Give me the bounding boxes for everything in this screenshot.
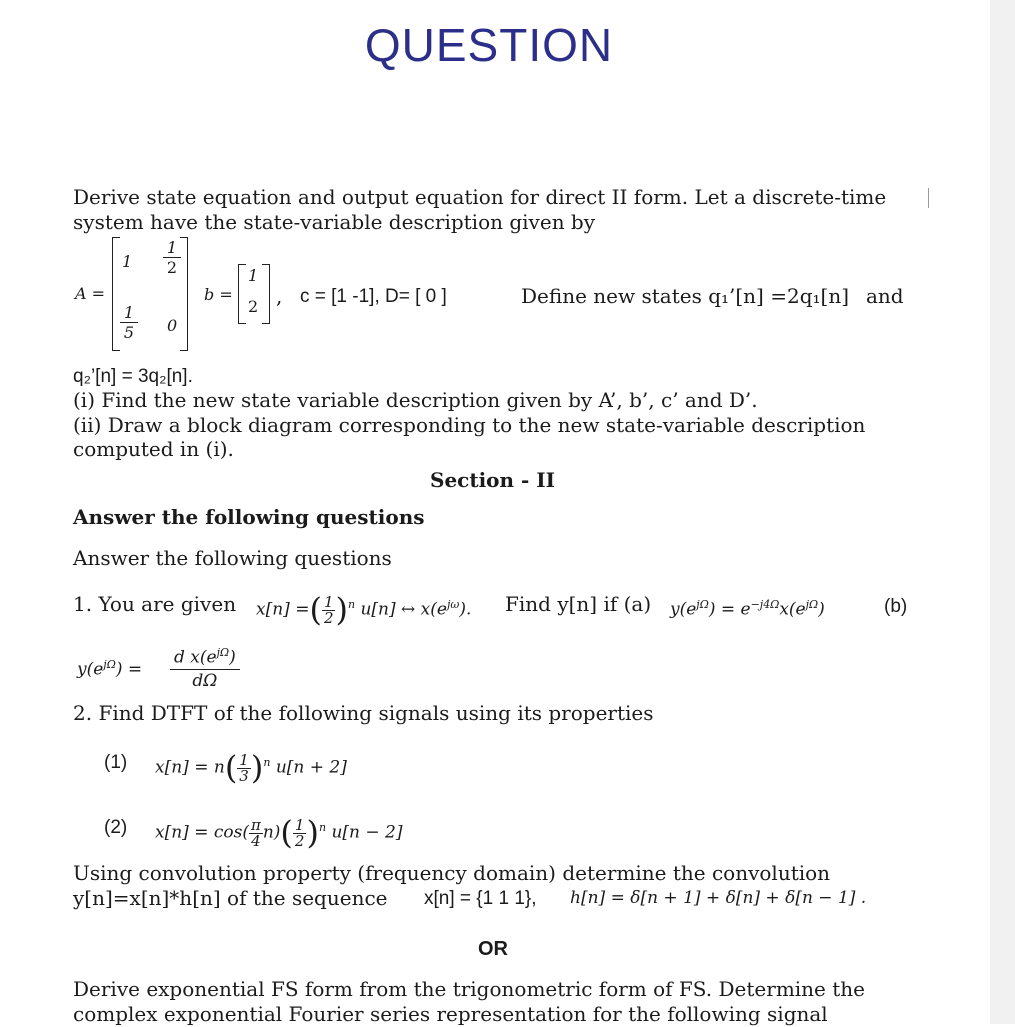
p2-i2-mid: n) (262, 822, 281, 843)
p2-i2-pi-fraction (249, 815, 263, 850)
p1-half-num: 1 (323, 592, 334, 611)
or-separator: OR (478, 938, 508, 960)
p1-ya-exp: −j4Ω (750, 598, 780, 611)
vector-b-left-bracket (238, 264, 246, 324)
section-sub: Answer the following questions (73, 546, 392, 570)
p1-half-den: 2 (323, 608, 334, 627)
p2-i2-post: u[n − 2] (331, 822, 403, 843)
p2-i2-fraction (293, 815, 307, 850)
p1-open-paren: ( (309, 590, 322, 629)
vector-b-right-bracket (262, 264, 270, 324)
vector-b-comma: , (276, 284, 283, 308)
p4-line-2: complex exponential Fourier series representation for the following signal (73, 1002, 828, 1026)
p2-i2-pi-num: π (250, 815, 261, 834)
matrix-a-label: A = (75, 284, 106, 303)
section-title: Section - II (430, 468, 555, 492)
p3-line-2a: y[n]=x[n]*h[n] of the sequence (73, 886, 388, 910)
q1-line-2: system have the state-variable description given by (73, 210, 596, 234)
p1-close: ). (459, 599, 472, 620)
vector-b-cell-1: 1 (248, 266, 259, 285)
p2-i2-num: 1 (294, 815, 305, 834)
p2-i2-open: ( (280, 813, 293, 852)
p2-i1-pow: n (263, 756, 271, 769)
section-heading: Answer the following questions (73, 505, 425, 529)
p2-i1-open: ( (224, 748, 238, 787)
and-word: and (866, 284, 904, 308)
p2-i2-close: ) (306, 813, 319, 852)
part-i: (i) Find the new state variable description given by A’, b’, c’ and D’. (73, 388, 758, 412)
p1-ya-jo-2: jΩ (805, 598, 819, 611)
p2-item1-expr (155, 748, 347, 787)
matrix-a-cell-12-den: 2 (166, 258, 178, 277)
p1-xdef-post: u[n] ↔ x(e (360, 599, 447, 620)
p1-yb-fraction (170, 642, 240, 692)
p1-ya-post: x(e (779, 599, 806, 620)
p2-i2-den: 2 (294, 831, 305, 850)
matrix-a-cell-22: 0 (167, 316, 178, 335)
right-margin (990, 0, 1015, 1024)
p1-ya (670, 592, 825, 623)
matrix-a-cell-21-num: 1 (120, 303, 138, 323)
matrix-a-cell-21-den: 5 (123, 323, 135, 342)
p3-line-1: Using convolution property (frequency domain) determine the convolution (73, 861, 831, 885)
p1-find: Find y[n] if (a) (505, 592, 652, 616)
matrix-a-cell-12-num: 1 (163, 238, 181, 258)
c-d-definition: c = [1 -1], D= [ 0 ] (300, 286, 447, 307)
p2-i2-pi-den: 4 (251, 831, 261, 850)
p1-ya-pre: y(e (670, 599, 697, 620)
page-title: QUESTION (364, 19, 614, 71)
p1-b-tag: (b) (884, 596, 908, 617)
p1-power: n (347, 598, 356, 611)
q1-line-1: Derive state equation and output equation for direct II form. Let a discrete-time (73, 185, 887, 209)
p1-jw: jω (446, 598, 460, 611)
p1-yb-num (170, 642, 240, 670)
matrix-a-cell-11: 1 (122, 252, 133, 271)
p4-line-1: Derive exponential FS form from the trigonometric form of FS. Determine the (73, 977, 866, 1001)
p1-yb-num-end: ) (229, 647, 236, 668)
part-ii-line-1: (ii) Draw a block diagram corresponding to the new state-variable description (73, 413, 866, 437)
p2-item1-tag: (1) (104, 752, 128, 773)
p1-ya-mid: ) = e (708, 599, 751, 620)
p2-lead: 2. Find DTFT of the following signals using its properties (73, 701, 654, 725)
part-ii-line-2: computed in (i). (73, 437, 234, 461)
matrix-a-cell-21 (120, 303, 138, 342)
p1-ya-jo: jΩ (696, 598, 709, 611)
p1-yb-pre: y(e (77, 659, 104, 680)
p1-yb-den: dΩ (192, 670, 218, 691)
p2-i1-fraction (237, 750, 251, 785)
p2-i1-num: 1 (239, 750, 249, 769)
p1-yb-num-jo: jΩ (216, 646, 230, 659)
p3-line-2c: h[n] = δ[n + 1] + δ[n] + δ[n − 1] . (570, 888, 867, 908)
p1-yb (77, 652, 142, 683)
p2-i1-close: ) (250, 748, 264, 787)
p1-yb-num-text: d x(e (174, 647, 217, 668)
matrix-a-right-bracket (180, 237, 188, 351)
cursor-bar (928, 188, 929, 208)
p1-x-definition (256, 590, 472, 629)
vector-b-label: b = (204, 285, 233, 304)
matrix-a-left-bracket (112, 237, 120, 351)
p2-i2-pre: x[n] = cos( (155, 822, 249, 843)
p1-half-fraction (322, 592, 336, 627)
p2-item2-tag: (2) (104, 817, 128, 838)
p1-yb-jo: jΩ (103, 658, 116, 671)
p2-i1-den: 3 (239, 766, 249, 785)
q2-definition: q₂’[n] = 3q₂[n]. (73, 366, 193, 387)
p2-i1-post: u[n + 2] (275, 757, 347, 778)
p1-xdef-pre: x[n] = (256, 599, 310, 620)
p1-lead: 1. You are given (73, 592, 237, 616)
p1-ya-end: ) (818, 599, 825, 620)
p3-line-2b: x[n] = {1 1 1}, (424, 888, 537, 909)
p2-i1-pre: x[n] = n (155, 757, 225, 778)
define-new-states: Define new states q₁’[n] =2q₁[n] (521, 284, 850, 308)
p1-close-paren: ) (335, 590, 348, 629)
p2-i2-pow: n (318, 821, 327, 834)
p1-yb-mid: ) = (115, 659, 143, 680)
vector-b-cell-2: 2 (248, 297, 259, 316)
matrix-a-cell-12 (163, 238, 181, 277)
p2-item2-expr (155, 813, 403, 852)
